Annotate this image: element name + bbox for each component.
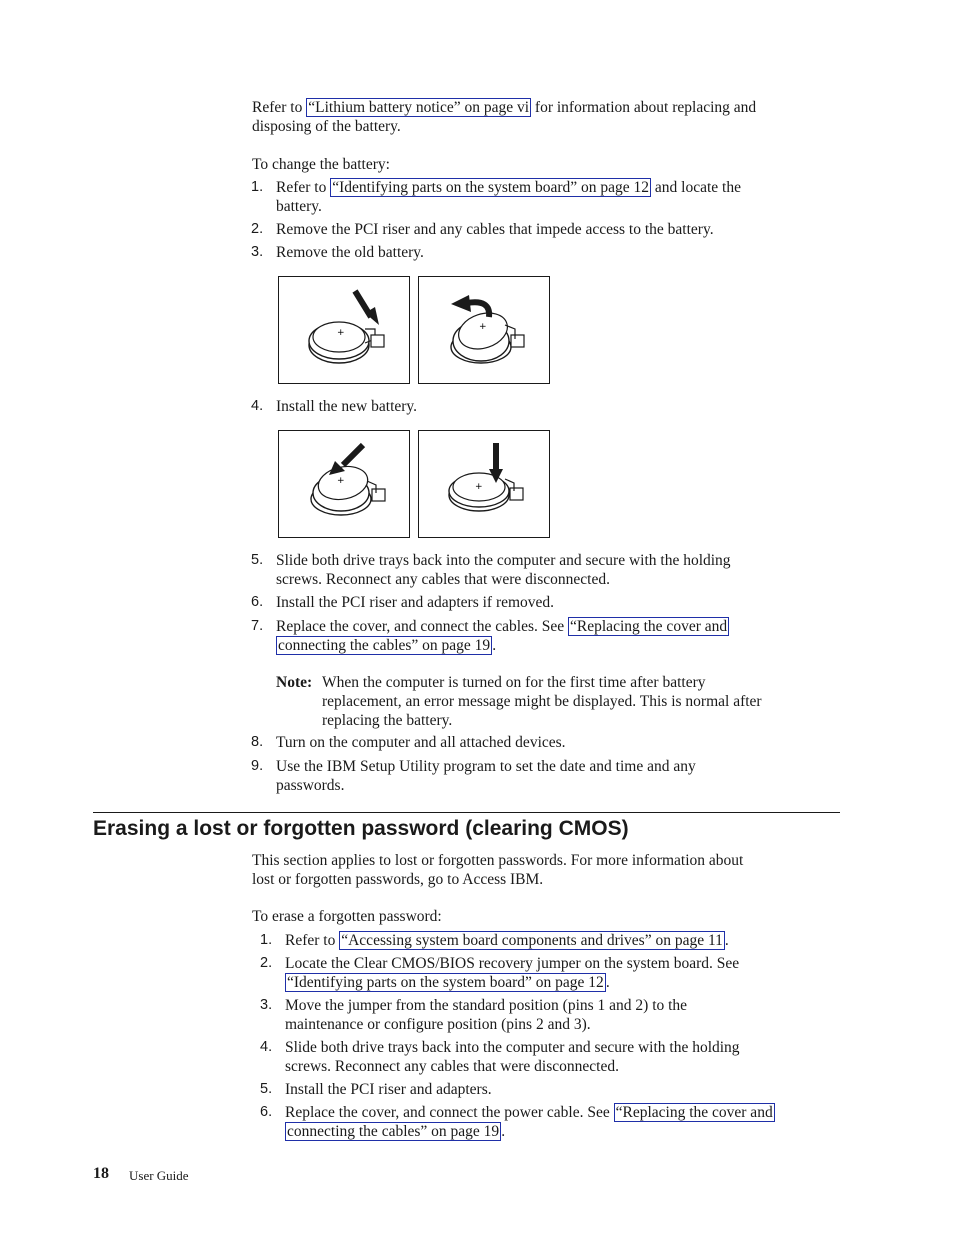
remove-battery-figure-1 [278, 276, 410, 384]
note-label: Note: [276, 674, 313, 691]
install-battery-figure-2 [418, 430, 550, 538]
intro-paragraph: Refer to “Lithium battery notice” on page vi for information about replacing and disposing of the battery. [252, 99, 757, 135]
battery-push-down-icon [419, 431, 549, 537]
step-1: Refer to “Identifying parts on the system board” on page 12 and locate the battery. [276, 179, 741, 215]
step-number: 5. [260, 1081, 273, 1097]
identifying-parts-link-2[interactable]: “Identifying parts on the system board” on page 12 [287, 974, 604, 991]
note-text: When the computer is turned on for the first time after battery replacement, an error message might be displayed. This is normal after replacing the battery. [322, 674, 762, 729]
erase-password-intro: To erase a forgotten password: [252, 908, 442, 925]
battery-insert-icon [279, 431, 409, 537]
step-4: Install the new battery. [276, 398, 418, 415]
step-6: Install the PCI riser and adapters if removed. [276, 594, 555, 611]
step-number: 3. [251, 244, 264, 260]
page-number: 18 [93, 1165, 109, 1182]
erase-step-3: Move the jumper from the standard position (pins 1 and 2) to the maintenance or configure position (pins 2 and 3). [285, 997, 688, 1033]
step-number: 3. [260, 997, 273, 1013]
step-number: 6. [260, 1104, 273, 1120]
remove-battery-figure-2 [418, 276, 550, 384]
step-7: Replace the cover, and connect the cables. See “Replacing the cover and connecting the cables” on page 19 . [276, 618, 728, 654]
accessing-components-link[interactable]: “Accessing system board components and drives” on page 11 [341, 932, 723, 949]
step-number: 5. [251, 552, 264, 568]
step-3: Remove the old battery. [276, 244, 424, 261]
step-2: Remove the PCI riser and any cables that impede access to the battery. [276, 221, 714, 238]
erase-step-6: Replace the cover, and connect the power cable. See “Replacing the cover and connecting the cables” on page 19 . [285, 1104, 773, 1140]
battery-press-icon [279, 277, 409, 383]
step-number: 9. [251, 758, 264, 774]
lithium-battery-notice-link[interactable]: “Lithium battery notice” on page vi [308, 99, 530, 116]
erase-step-1: Refer to “Accessing system board components and drives” on page 11 . [285, 932, 729, 949]
step-number: 7. [251, 618, 264, 634]
step-number: 1. [260, 932, 273, 948]
svg-text:+: + [479, 322, 487, 332]
svg-text:+: + [337, 328, 345, 338]
step-number: 2. [251, 221, 264, 237]
step-number: 1. [251, 179, 264, 195]
replacing-cover-link[interactable]: “Replacing the cover and [570, 618, 728, 635]
change-battery-intro: To change the battery: [252, 156, 390, 173]
section-intro: This section applies to lost or forgotten passwords. For more information about lost or forgotten passwords, go to Access IBM. [252, 852, 744, 888]
svg-text:+: + [475, 482, 483, 492]
identifying-parts-link[interactable]: “Identifying parts on the system board” on page 12 [332, 179, 650, 196]
step-number: 2. [260, 955, 273, 971]
step-number: 8. [251, 734, 264, 750]
replacing-cover-link-cont[interactable]: connecting the cables” on page 19 [278, 637, 491, 654]
erase-step-2: Locate the Clear CMOS/BIOS recovery jumper on the system board. See “Identifying parts on the system board” on page 12 . [285, 955, 740, 991]
step-number: 6. [251, 594, 264, 610]
step-number: 4. [260, 1039, 273, 1055]
step-8: Turn on the computer and all attached devices. [276, 734, 566, 751]
battery-lift-icon [419, 277, 549, 383]
replacing-cover-link-2-cont[interactable]: connecting the cables” on page 19 [287, 1123, 500, 1140]
erase-step-5: Install the PCI riser and adapters. [285, 1081, 492, 1098]
step-9: Use the IBM Setup Utility program to set the date and time and any passwords. [276, 758, 696, 794]
section-divider [93, 812, 840, 813]
step-5: Slide both drive trays back into the computer and secure with the holding screws. Reconnect any cables that were disconnected. [276, 552, 731, 588]
svg-text:+: + [337, 476, 345, 486]
footer-title: User Guide [129, 1168, 189, 1183]
replacing-cover-link-2[interactable]: “Replacing the cover and [615, 1104, 773, 1121]
install-battery-figure-1 [278, 430, 410, 538]
section-title: Erasing a lost or forgotten password (clearing CMOS) [93, 817, 629, 840]
step-number: 4. [251, 398, 264, 414]
erase-step-4: Slide both drive trays back into the computer and secure with the holding screws. Reconnect any cables that were disconnected. [285, 1039, 740, 1075]
